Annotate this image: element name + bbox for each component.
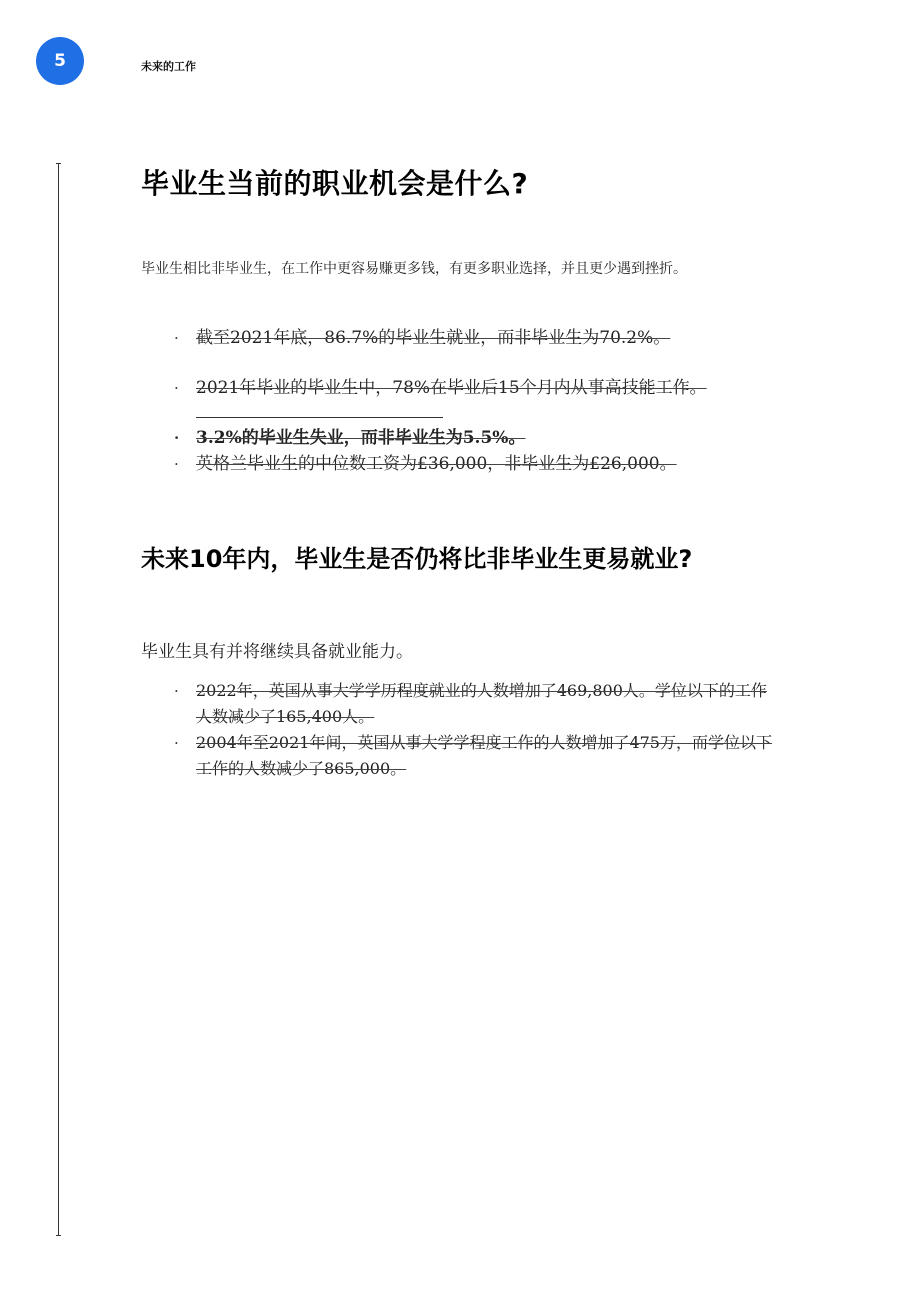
margin-rule (58, 163, 59, 1236)
section2-lead: 毕业生具有并将继续具备就业能力。 (141, 642, 413, 662)
rule-line (196, 417, 443, 418)
list-item: · 2021年毕业的毕业生中，78%在毕业后15个月内从事高技能工作。 (174, 375, 794, 401)
list-item: · 3.2%的毕业生失业，而非毕业生为5.5%。 (174, 425, 794, 451)
running-title: 未来的工作 (141, 60, 196, 73)
list-item: · 2022年，英国从事大学学历程度就业的人数增加了469,800人。学位以下的工作人数减少了165,400人。 (174, 678, 774, 730)
list-item: · 2004年至2021年间，英国从事大学学程度工作的人数增加了475万，而学位以下工作的人数减少了865,000。 (174, 730, 774, 782)
list-item: · 截至2021年底，86.7%的毕业生就业，而非毕业生为70.2%。 (174, 325, 794, 351)
section1-bullet-list (174, 325, 794, 477)
page-number-badge: 5 (36, 37, 84, 85)
section2-title: 未来10年内，毕业生是否仍将比非毕业生更易就业? (141, 545, 693, 573)
section1-intro: 毕业生相比非毕业生，在工作中更容易赚更多钱，有更多职业选择，并且更少遇到挫折。 (141, 261, 687, 277)
list-item: · 英格兰毕业生的中位数工资为£36,000，非毕业生为£26,000。 (174, 451, 794, 477)
section2-bullet-list (174, 678, 774, 782)
section1-title: 毕业生当前的职业机会是什么? (141, 167, 529, 200)
